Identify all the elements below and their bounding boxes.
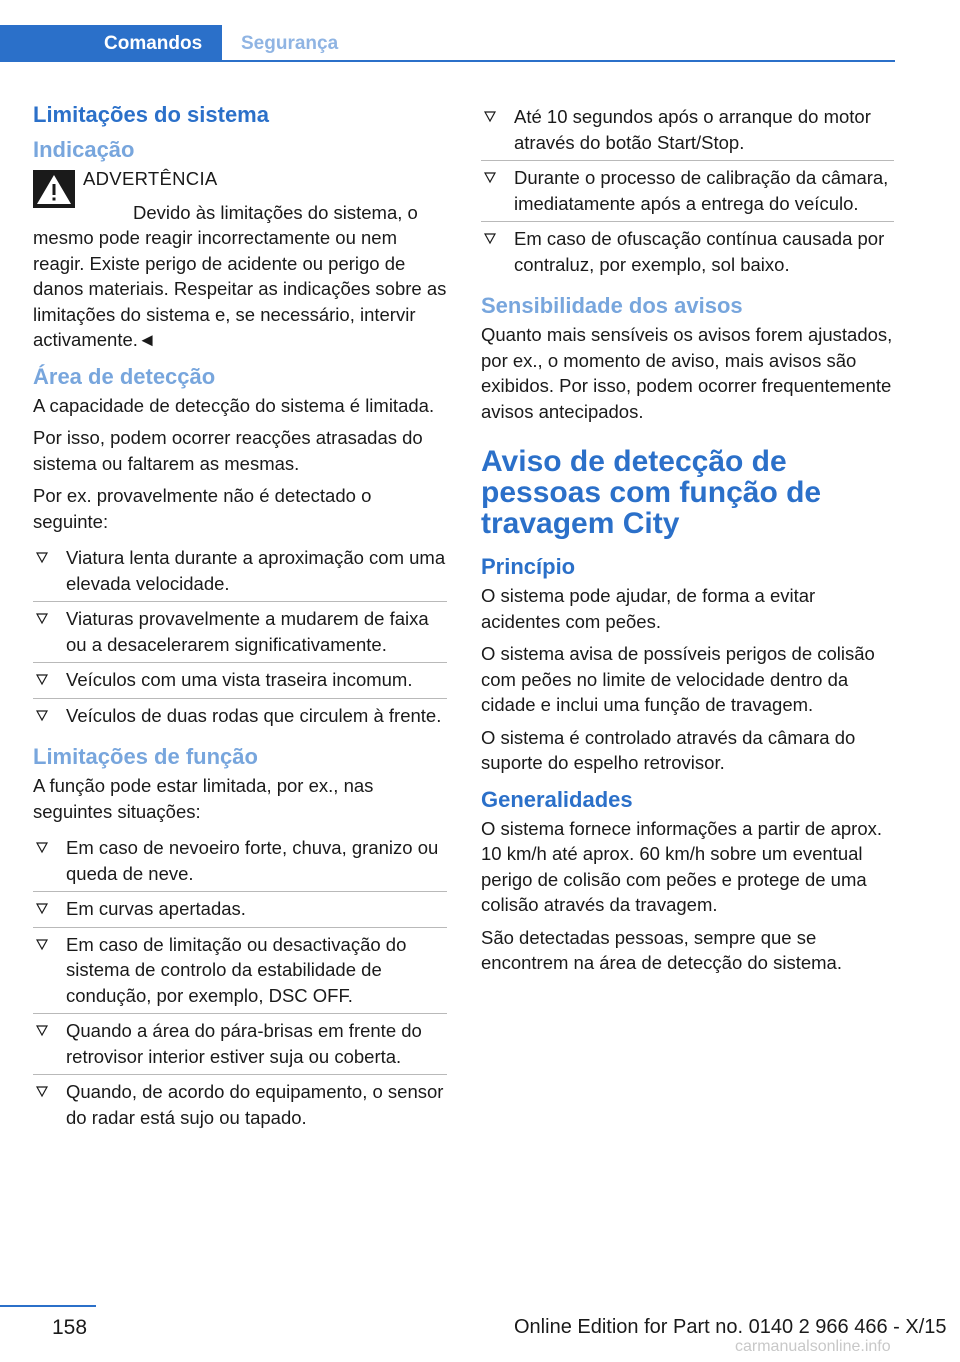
tab-comandos[interactable]: Comandos: [0, 25, 222, 62]
heading-generalidades: Generalidades: [481, 786, 633, 812]
edition-footer: Online Edition for Part no. 0140 2 966 466 - X/15: [514, 1316, 947, 1338]
header-rule: [222, 60, 895, 62]
triangle-bullet-icon: [36, 552, 48, 564]
list-item: Até 10 segundos após o arranque do motor através do botão Start/Stop.: [481, 100, 894, 161]
list-item: Viatura lenta durante a aproximação com uma elevada velocidade.: [33, 541, 447, 602]
triangle-bullet-icon: [484, 111, 496, 123]
header-tabs: [0, 25, 338, 62]
paragraph: São detectadas pessoas, sempre que se encontrem na área de detecção do sistema.: [481, 926, 842, 973]
list-item: Quando a área do pára-brisas em frente do retrovisor interior estiver suja ou coberta.: [33, 1014, 447, 1075]
page-number: 158: [52, 1316, 88, 1339]
bullet-list: [481, 100, 894, 282]
heading-limitacoes-sistema: Limitações do sistema: [33, 102, 269, 127]
triangle-bullet-icon: [36, 613, 48, 625]
list-item: Durante o processo de calibração da câmara, imediatamente após a entrega do veículo.: [481, 161, 894, 222]
paragraph: O sistema pode ajudar, de forma a evitar acidentes com peões.: [481, 585, 816, 632]
heading-area-deteccao: Área de detecção: [33, 363, 216, 389]
paragraph: Por ex. provavelmente não é detectado o seguinte:: [33, 485, 372, 532]
triangle-bullet-icon: [36, 842, 48, 854]
bullet-list: [33, 541, 447, 733]
triangle-bullet-icon: [36, 939, 48, 951]
tab-seguranca[interactable]: Segurança: [241, 32, 339, 54]
triangle-bullet-icon: [36, 710, 48, 722]
paragraph: O sistema é controlado através da câmara do suporte do espelho retrovisor.: [481, 726, 856, 773]
triangle-bullet-icon: [36, 903, 48, 915]
triangle-bullet-icon: [36, 674, 48, 686]
left-column: [33, 100, 447, 1141]
list-item: Veículos com uma vista traseira incomum.: [33, 663, 447, 699]
list-item: Em curvas apertadas.: [33, 892, 447, 928]
warning-block: [33, 166, 447, 353]
list-item: Viaturas provavelmente a mudarem de faixa ou a desacelerarem significativamente.: [33, 602, 447, 663]
page-number-rule: [0, 1305, 96, 1307]
paragraph: Quanto mais sensíveis os avisos forem ajustados, por ex., o momento de aviso, mais avisos são exibidos. Por isso, podem ocorrer frequentemente avisos antecipados.: [481, 324, 893, 422]
list-item: Em caso de ofuscação contínua causada por contraluz, por exemplo, sol baixo.: [481, 222, 894, 282]
warning-title: ADVERTÊNCIA: [83, 168, 218, 189]
list-item: Em caso de nevoeiro forte, chuva, granizo ou queda de neve.: [33, 831, 447, 892]
paragraph: O sistema fornece informações a partir de aprox. 10 km/h até aprox. 60 km/h sobre um eventual perigo de colisão com peões e protege de uma colisão através da travagem.: [481, 817, 883, 915]
warning-text: Devido às limitações do sistema, o mesmo pode reagir incorrectamente ou nem reagir. Existe perigo de acidente ou perigo de danos materiais. Respeitar as indicações sobre as limitações do sistema e, se necessário, intervir activamente.◄: [33, 201, 447, 350]
bullet-list: [33, 831, 447, 1135]
heading-sensibilidade-avisos: Sensibilidade dos avisos: [481, 293, 743, 318]
warning-triangle-icon: [33, 170, 75, 208]
paragraph: Por isso, podem ocorrer reacções atrasadas do sistema ou faltarem as mesmas.: [33, 427, 423, 474]
list-item: Quando, de acordo do equipamento, o sensor do radar está sujo ou tapado.: [33, 1075, 447, 1135]
list-item: Veículos de duas rodas que circulem à frente.: [33, 699, 447, 734]
watermark: carmanualsonline.info: [735, 1338, 891, 1355]
triangle-bullet-icon: [484, 233, 496, 245]
heading-aviso-deteccao-pessoas: Aviso de detecção de pessoas com função de travagem City: [481, 445, 822, 540]
right-column: [481, 100, 894, 983]
heading-indicacao: Indicação: [33, 137, 135, 162]
heading-limitacoes-funcao: Limitações de função: [33, 744, 258, 769]
triangle-bullet-icon: [484, 172, 496, 184]
list-item: Em caso de limitação ou desactivação do sistema de controlo da estabilidade de condução, por exemplo, DSC OFF.: [33, 928, 447, 1015]
heading-principio: Princípio: [481, 554, 576, 579]
triangle-bullet-icon: [36, 1086, 48, 1098]
triangle-bullet-icon: [36, 1025, 48, 1037]
paragraph: A função pode estar limitada, por ex., nas seguintes situações:: [33, 775, 374, 822]
paragraph: O sistema avisa de possíveis perigos de colisão com peões no limite de velocidade dentro da cidade e inclui uma função de travagem.: [481, 643, 875, 715]
paragraph: A capacidade de detecção do sistema é limitada.: [33, 394, 435, 416]
